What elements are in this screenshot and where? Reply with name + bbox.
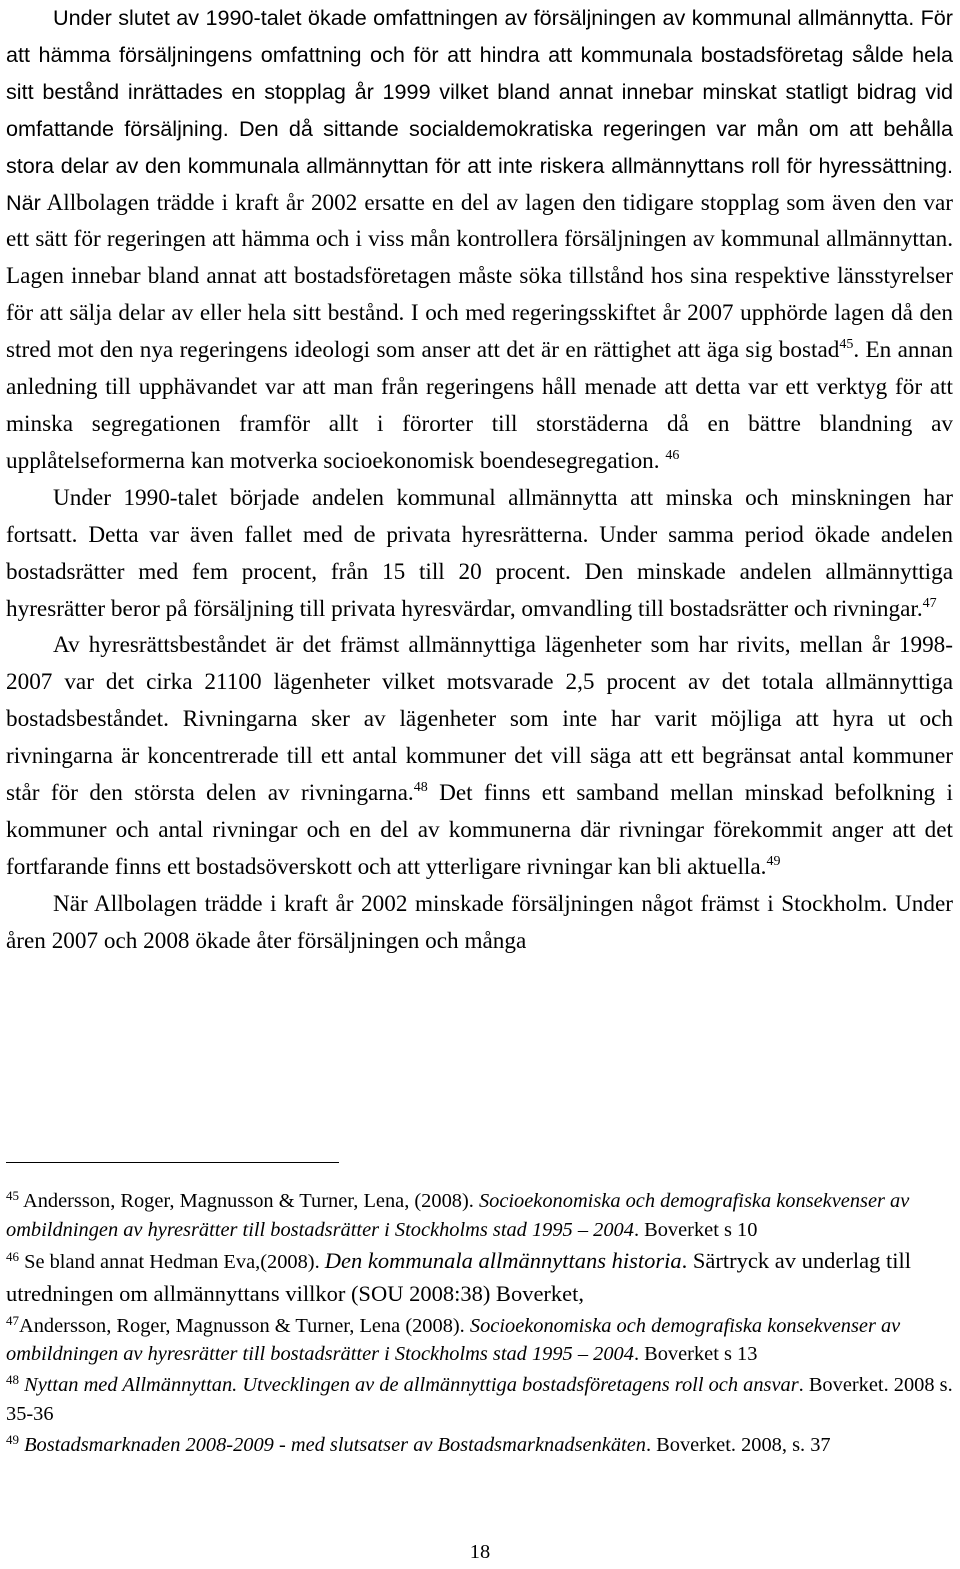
footnote-title: Bostadsmarknaden 2008-2009 - med slutsatser av Bostadsmarknadsenkäten <box>19 1433 646 1456</box>
footnote-title: Den kommunala allmännyttans historia <box>324 1247 682 1273</box>
footnote-source: . Boverket. 2008, s. 37 <box>645 1433 831 1456</box>
footnote-separator <box>6 1162 339 1163</box>
paragraph-1 <box>6 0 953 480</box>
footnote-text: Andersson, Roger, Magnusson & Turner, Lena (2008). <box>19 1314 470 1337</box>
footnote-ref-47[interactable]: 47 <box>922 595 937 611</box>
body-text <box>6 0 953 960</box>
footnote-ref-49[interactable]: 49 <box>766 853 781 869</box>
footnote-number: 49 <box>6 1431 19 1447</box>
footnote-47 <box>6 1312 953 1370</box>
footnote-ref-48[interactable]: 48 <box>413 780 428 796</box>
footnote-number: 48 <box>6 1372 19 1388</box>
footnote-title: Socioekonomiska och demografiska konsekvenser av ombildningen av hyresrätter till bostadsrätter i Stockholms stad 1995 – 2004 <box>6 1314 901 1366</box>
footnote-source: . Boverket. 2008 s. 35-36 <box>6 1374 953 1425</box>
paragraph-1-sans-text: Under slutet av 1990-talet ökade omfattningen av försäljningen av kommunal allmännytta. För att hämma försäljningens omfattning och för att hindra att kommunala bostadsföretag sålde hela sitt bestånd inrättades en stopplag år 1999 vilket bland annat innebar minskat statligt bidrag vid omfattande försäljning. Den då sittande socialdemokratiska regeringen var mån om att behålla stora delar av den kommunala allmännyttan för att inte riskera allmännyttans roll för hyressättning. När <box>6 5 953 215</box>
paragraph-4-text: När Allbolagen trädde i kraft år 2002 minskade försäljningen något främst i Stockholm. Under åren 2007 och 2008 ökade åter försäljningen och många <box>6 890 953 954</box>
footnote-text: Se bland annat Hedman Eva,(2008). <box>19 1250 325 1273</box>
footnote-title: Nyttan med Allmännyttan. Utvecklingen av de allmännyttiga bostadsföretagens roll och ansvar <box>19 1374 799 1397</box>
footnote-number: 45 <box>6 1188 19 1203</box>
page-number: 18 <box>469 1541 491 1563</box>
paragraph-2 <box>6 480 953 628</box>
document-page <box>6 0 953 960</box>
footnote-ref-46[interactable]: 46 <box>665 447 680 463</box>
footnote-source: . Boverket s 10 <box>633 1218 758 1241</box>
paragraph-2-text: Under 1990-talet började andelen kommunal allmännytta att minska och minskningen har fortsatt. Detta var även fallet med de privata hyresrätterna. Under samma period ökade andelen bostadsrätter med fem procent, från 15 till 20 procent. Den minskade andelen allmännyttiga hyresrätter beror på försäljning till privata hyresvärdar, omvandling till bostadsrätter och rivningar. <box>6 484 953 622</box>
footnote-45 <box>6 1187 953 1245</box>
footnote-number: 47 <box>6 1312 19 1328</box>
paragraph-1-serif-text: Allbolagen trädde i kraft år 2002 ersatte en del av lagen den tidigare stopplag som även den var ett sätt för regeringen att hämma och i viss mån kontrollera försäljningen av kommunal allmännyttan. Lagen innebar bland annat att bostadsföretagen måste söka tillstånd hos sina respektive länsstyrelser för att sälja delar av eller hela sitt bestånd. I och med regeringsskiftet år 2007 upphörde lagen då den stred mot den nya regeringens ideologi som anser att det är en rättighet att äga sig bostad <box>6 189 953 364</box>
footnote-title: Socioekonomiska och demografiska konsekvenser av ombildningen av hyresrätter till bostadsrätter i Stockholms stad 1995 – 2004 <box>6 1190 910 1241</box>
footnote-text: Andersson, Roger, Magnusson & Turner, Lena, (2008). <box>19 1190 479 1212</box>
footnote-46 <box>6 1245 953 1311</box>
paragraph-3-continuation: Det finns ett samband mellan minskad befolkning i kommuner och antal rivningar och en del av kommunerna där rivningar förekommit anger att det fortfarande finns ett bostadsöverskott och att ytterligare rivningar kan bli aktuella. <box>6 780 953 880</box>
footnote-49 <box>6 1431 953 1460</box>
paragraph-3-text: Av hyresrättsbeståndet är det främst allmännyttiga lägenheter som har rivits, mellan år 1998-2007 var det cirka 21100 lägenheter vilket motsvarade 2,5 procent av det totala allmännyttiga bostadsbeståndet. Rivningarna sker av lägenheter som inte har varit möjliga att hyra ut och rivningarna är koncentrerade till ett antal kommuner det vill säga att ett begränsat antal kommuner står för den största delen av rivningarna. <box>6 632 953 807</box>
paragraph-1-continuation: . En annan anledning till upphävandet var att man från regeringens håll menade att detta var ett verktyg för att minska segregationen framför allt i förorter till storstäderna då en bättre blandning av upplåtelseformerna kan motverka socioekonomisk boendesegregation. <box>6 337 953 474</box>
footnote-ref-45[interactable]: 45 <box>839 337 854 353</box>
paragraph-4 <box>6 886 953 960</box>
footnote-number: 46 <box>6 1248 19 1264</box>
footnote-source: . Särtryck av underlag till utredningen om allmännyttans villkor (SOU 2008:38) Boverket, <box>6 1247 911 1306</box>
footnote-source: . Boverket s 13 <box>633 1343 758 1366</box>
paragraph-3 <box>6 627 953 885</box>
footnote-48 <box>6 1371 953 1429</box>
footnotes <box>6 1187 953 1460</box>
